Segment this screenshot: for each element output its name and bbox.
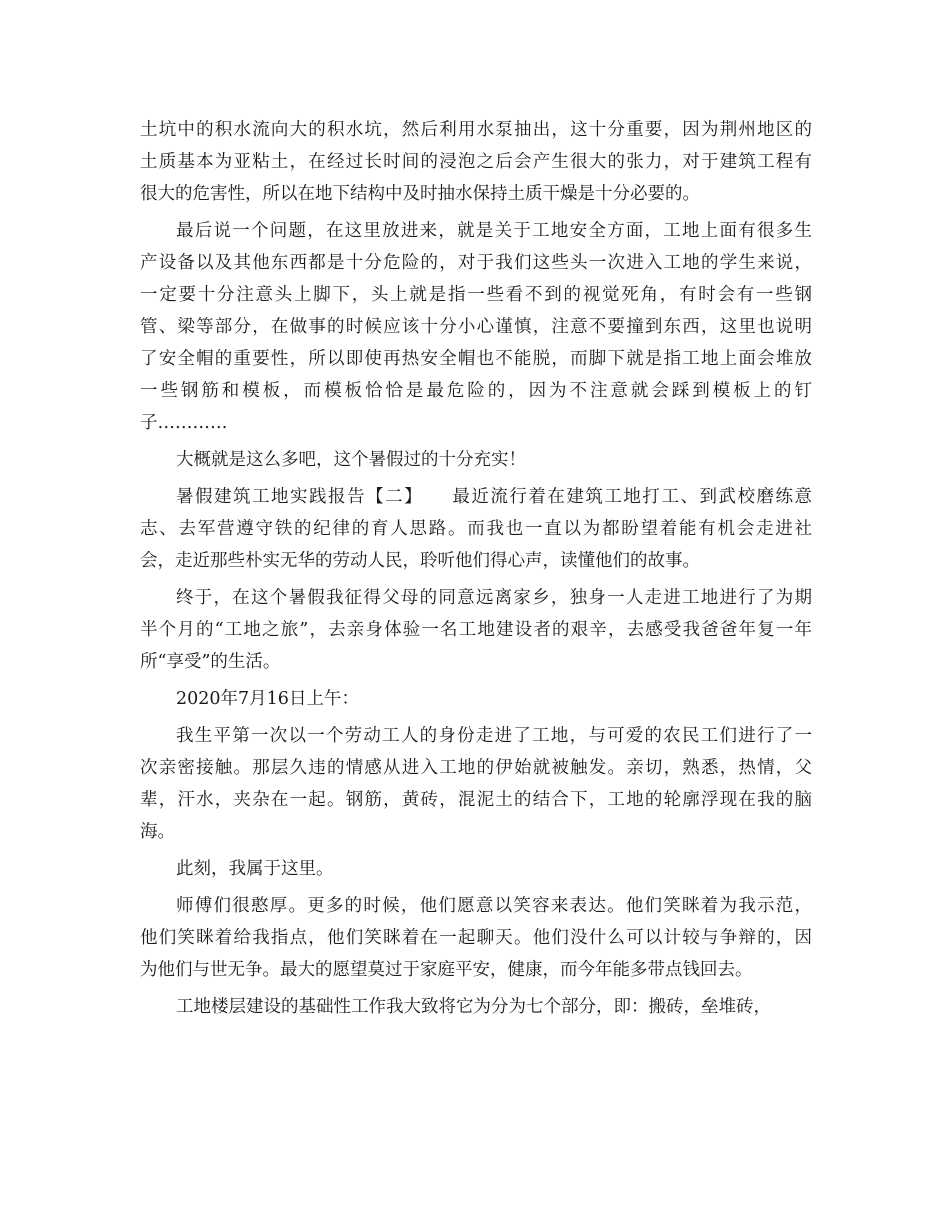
paragraph	[140, 114, 812, 210]
text-line: 管、梁等部分，在做事的时候应该十分小心谨慎，注意不要撞到东西，这里也说明	[140, 317, 812, 337]
document-body	[140, 114, 812, 1023]
paragraph	[140, 683, 812, 715]
text-line: 子…………	[140, 413, 228, 433]
text-line: 工地楼层建设的基础性工作我大致将它为分为七个部分，即：搬砖，垒堆砖，	[176, 997, 771, 1017]
text-line: 产设备以及其他东西都是十分危险的，对于我们这些头一次进入工地的学生来说，	[140, 253, 812, 273]
text-line: 2020年7月16日上午：	[176, 689, 359, 709]
paragraph	[140, 215, 812, 439]
text-line: 为他们与世无争。最大的愿望莫过于家庭平安，健康，而今年能多带点钱回去。	[140, 960, 753, 980]
text-line: 最后说一个问题，在这里放进来，就是关于工地安全方面，工地上面有很多生	[176, 221, 812, 241]
text-line: 终于，在这个暑假我征得父母的同意远离家乡，独身一人走进工地进行了为期	[176, 588, 812, 608]
text-line: 土质基本为亚粘土，在经过长时间的浸泡之后会产生很大的张力，对于建筑工程有	[140, 152, 812, 172]
text-line: 一些钢筋和模板，而模板恰恰是最危险的，因为不注意就会踩到模板上的钉	[140, 381, 812, 401]
text-line: 半个月的“工地之旅”，去亲身体验一名工地建设者的艰辛，去感受我爸爸年复一年	[140, 620, 812, 640]
text-line: 志、去军营遵守铁的纪律的育人思路。而我也一直以为都盼望着能有机会走进社	[140, 519, 812, 539]
text-line: 一定要十分注意头上脚下，头上就是指一些看不到的视觉死角，有时会有一些钢	[140, 285, 812, 305]
text-line: 暑假建筑工地实践报告【二】 最近流行着在建筑工地打工、到武校磨练意	[176, 487, 812, 507]
paragraph	[140, 720, 812, 848]
paragraph	[140, 853, 812, 885]
text-line: 大概就是这么多吧，这个暑假过的十分充实！	[176, 450, 526, 470]
text-line: 了安全帽的重要性，所以即使再热安全帽也不能脱，而脚下就是指工地上面会堆放	[140, 349, 812, 369]
text-line: 他们笑眯着给我指点，他们笑眯着在一起聊天。他们没什么可以计较与争辩的，因	[140, 928, 812, 948]
text-line: 很大的危害性，所以在地下结构中及时抽水保持土质干燥是十分必要的。	[140, 184, 700, 204]
paragraph	[140, 444, 812, 476]
text-line: 次亲密接触。那层久违的情感从进入工地的伊始就被触发。亲切，熟悉，热情，父	[140, 758, 812, 778]
paragraph	[140, 582, 812, 678]
text-line: 我生平第一次以一个劳动工人的身份走进了工地，与可爱的农民工们进行了一	[176, 726, 812, 746]
paragraph	[140, 890, 812, 986]
text-line: 师傅们很憨厚。更多的时候，他们愿意以笑容来表达。他们笑眯着为我示范，	[176, 896, 812, 916]
text-line: 此刻，我属于这里。	[176, 859, 334, 879]
text-line: 会，走近那些朴实无华的劳动人民，聆听他们得心声，读懂他们的故事。	[140, 551, 700, 571]
paragraph	[140, 991, 812, 1023]
text-line: 所“享受”的生活。	[140, 652, 281, 672]
text-line: 土坑中的积水流向大的积水坑，然后利用水泵抽出，这十分重要，因为荆州地区的	[140, 120, 812, 140]
paragraph	[140, 481, 812, 577]
text-line: 海。	[140, 822, 175, 842]
text-line: 辈，汗水，夹杂在一起。钢筋，黄砖，混泥土的结合下，工地的轮廓浮现在我的脑	[140, 790, 812, 810]
